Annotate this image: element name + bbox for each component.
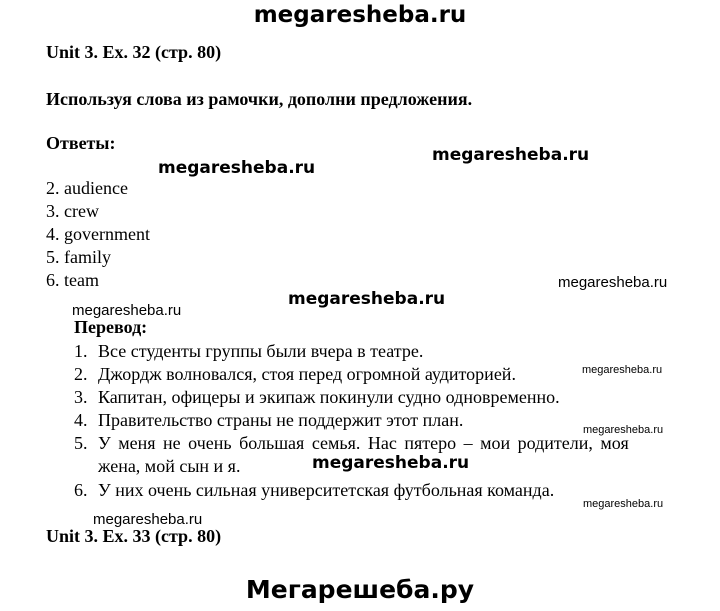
translation-number: 1. — [74, 341, 88, 361]
watermark: megaresheba.ru — [72, 302, 182, 319]
translation-number: 3. — [74, 387, 88, 407]
next-exercise-title: Unit 3. Ex. 33 (стр. 80) — [46, 526, 222, 546]
translation-text: Правительство страны не поддержит этот план. — [98, 410, 464, 430]
exercise-title: Unit 3. Ex. 32 (стр. 80) — [46, 42, 222, 62]
answers-label: Ответы: — [46, 133, 116, 153]
watermark: megaresheba.ru — [93, 511, 203, 528]
watermark: megaresheba.ru — [288, 289, 446, 309]
translation-continuation: жена, мой сын и я. — [98, 456, 241, 476]
watermark: megaresheba.ru — [583, 424, 664, 436]
translation-label: Перевод: — [74, 317, 148, 337]
watermark: megaresheba.ru — [312, 453, 470, 473]
translation-text: Капитан, офицеры и экипаж покинули судно одновременно. — [98, 387, 560, 407]
watermark: megaresheba.ru — [558, 274, 668, 291]
translation-number: 4. — [74, 410, 88, 430]
translation-number: 5. — [74, 433, 88, 453]
answer-item: 3. crew — [46, 201, 99, 221]
answer-item: 6. team — [46, 270, 99, 290]
translation-text: Все студенты группы были вчера в театре. — [98, 341, 424, 361]
translation-number: 2. — [74, 364, 88, 384]
translation-text: У них очень сильная университетская футбольная команда. — [98, 480, 555, 500]
exercise-instruction: Используя слова из рамочки, дополни предложения. — [46, 89, 473, 109]
watermark: megaresheba.ru — [432, 145, 590, 165]
answer-item: 2. audience — [46, 178, 128, 198]
site-footer: Мегарешеба.ру — [245, 575, 475, 604]
translation-text: Джордж волновался, стоя перед огромной аудиторией. — [98, 364, 516, 384]
answer-item: 4. government — [46, 224, 150, 244]
watermark: megaresheba.ru — [158, 158, 316, 178]
watermark: megaresheba.ru — [582, 364, 663, 376]
answer-item: 5. family — [46, 247, 111, 267]
translation-number: 6. — [74, 480, 88, 500]
watermark: megaresheba.ru — [583, 498, 664, 510]
translation-text: У меня не очень большая семья. Нас пятеро – мои родители, моя — [98, 433, 629, 453]
site-header: megaresheba.ru — [253, 2, 467, 28]
